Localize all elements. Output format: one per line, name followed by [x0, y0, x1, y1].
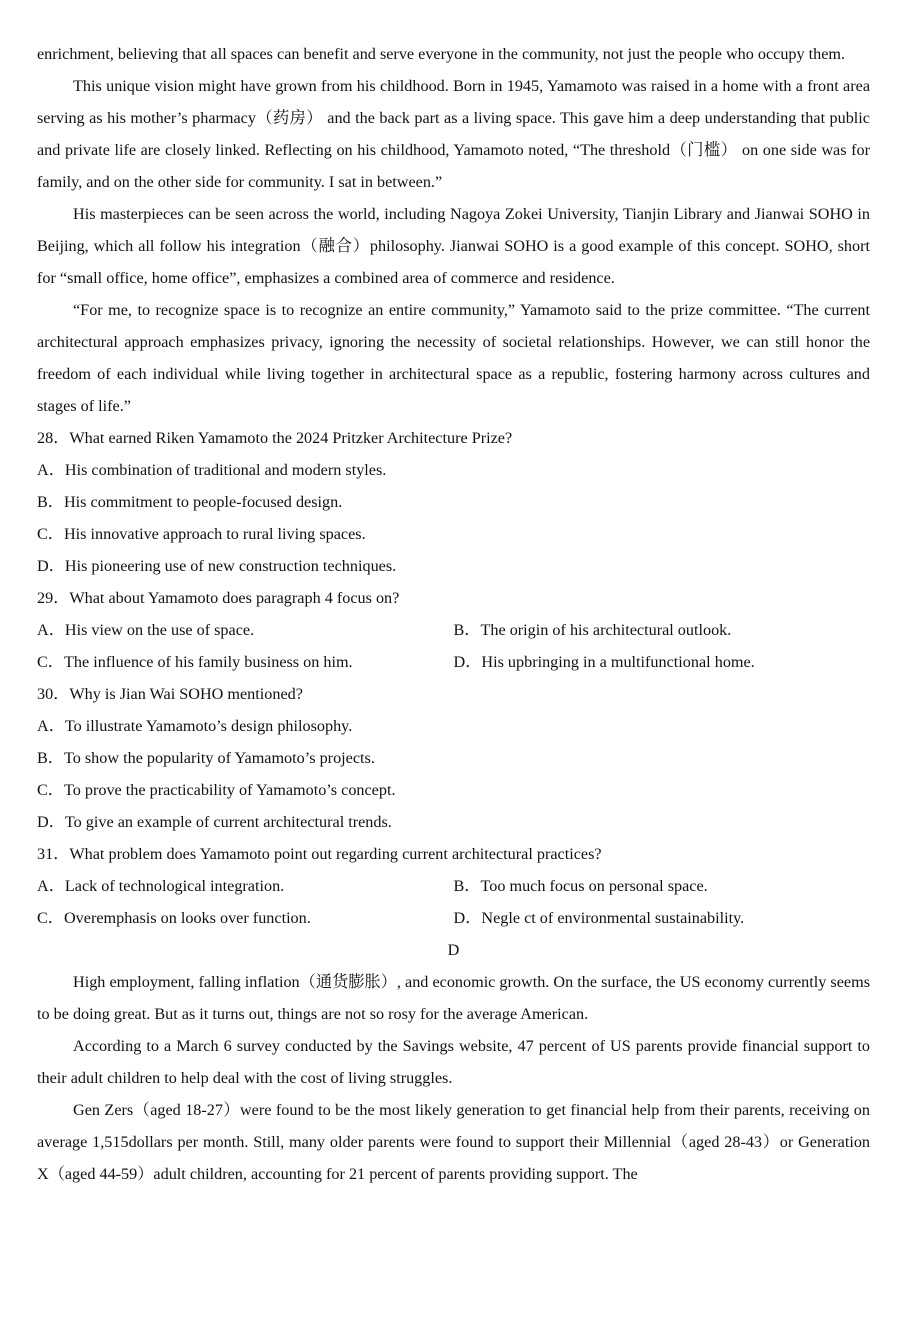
- option-row: [37, 870, 870, 902]
- option-a: A．To illustrate Yamamoto’s design philosophy.: [37, 717, 353, 735]
- option-c: C．To prove the practicability of Yamamoto’s concept.: [37, 781, 396, 799]
- option-row: [37, 646, 870, 678]
- option-d: D．His upbringing in a multifunctional home.: [453, 653, 755, 671]
- option-b: B．To show the popularity of Yamamoto’s projects.: [37, 749, 375, 767]
- option-row: [37, 902, 870, 934]
- passage-c-paragraph-quote: “For me, to recognize space is to recognize an entire community,” Yamamoto said to the prize committee. “The current architectural approach emphasizes privacy, ignoring the necessity of societal relationships. However, we can still honor the freedom of each individual while living together in architectural space as a republic, fostering harmony across cultures and stages of life.”: [37, 301, 870, 415]
- passage-d-paragraph-generations: Gen Zers（aged 18-27）were found to be the most likely generation to get financial help from their parents, receiving on average 1,515dollars per month. Still, many older parents were found to support their Millennial（aged 28-43）or Generation X（aged 44-59）adult children, accounting for 21 percent of parents providing support. The: [37, 1101, 870, 1183]
- option-a: A．Lack of technological integration.: [37, 877, 285, 895]
- question-30: [37, 678, 870, 838]
- option-b: B．Too much focus on personal space.: [453, 877, 708, 895]
- option-row: [37, 614, 870, 646]
- passage-d-paragraph-economy: High employment, falling inflation（通货膨胀）, and economic growth. On the surface, the US economy currently seems to be doing great. But as it turns out, things are not so rosy for the average American.: [37, 973, 870, 1023]
- question-stem: 30．Why is Jian Wai SOHO mentioned?: [37, 685, 303, 703]
- passage-c-paragraph-masterpieces: His masterpieces can be seen across the world, including Nagoya Zokei University, Tianjin Library and Jianwai SOHO in Beijing, which all follow his integration（融合）philosophy. Jianwai SOHO is a good example of this concept. SOHO, short for “small office, home office”, emphasizes a combined area of commerce and residence.: [37, 205, 870, 287]
- question-stem: 31．What problem does Yamamoto point out regarding current architectural practices?: [37, 845, 602, 863]
- option-d: D．To give an example of current architectural trends.: [37, 813, 392, 831]
- passage-c-paragraph-continued: enrichment, believing that all spaces can benefit and serve everyone in the community, not just the people who occupy them.: [37, 45, 846, 63]
- option-c: C．His innovative approach to rural living spaces.: [37, 525, 366, 543]
- option-c: C．Overemphasis on looks over function.: [37, 909, 311, 927]
- question-stem: 29．What about Yamamoto does paragraph 4 focus on?: [37, 589, 400, 607]
- option-b: B．The origin of his architectural outlook.: [453, 621, 732, 639]
- passage-c-paragraph-childhood: This unique vision might have grown from his childhood. Born in 1945, Yamamoto was raised in a home with a front area serving as his mother’s pharmacy（药房） and the back part as a living space. This gave him a deep understanding that public and private life are closely linked. Reflecting on his childhood, Yamamoto noted, “The threshold（门槛） on one side was for family, and on the other side for community. I sat in between.”: [37, 77, 870, 191]
- option-a: A．His combination of traditional and modern styles.: [37, 461, 387, 479]
- question-31: [37, 838, 870, 934]
- option-a: A．His view on the use of space.: [37, 621, 255, 639]
- passage-d-heading: D: [447, 941, 460, 959]
- option-c: C．The influence of his family business on him.: [37, 653, 353, 671]
- option-d: D．His pioneering use of new construction techniques.: [37, 557, 397, 575]
- passage-d-paragraph-survey: According to a March 6 survey conducted by the Savings website, 47 percent of US parents provide financial support to their adult children to help deal with the cost of living struggles.: [37, 1037, 870, 1087]
- question-29: [37, 582, 870, 678]
- option-d: D．Negle ct of environmental sustainability.: [453, 909, 745, 927]
- question-stem: 28．What earned Riken Yamamoto the 2024 Pritzker Architecture Prize?: [37, 429, 513, 447]
- option-b: B．His commitment to people-focused design.: [37, 493, 343, 511]
- question-28: [37, 422, 870, 582]
